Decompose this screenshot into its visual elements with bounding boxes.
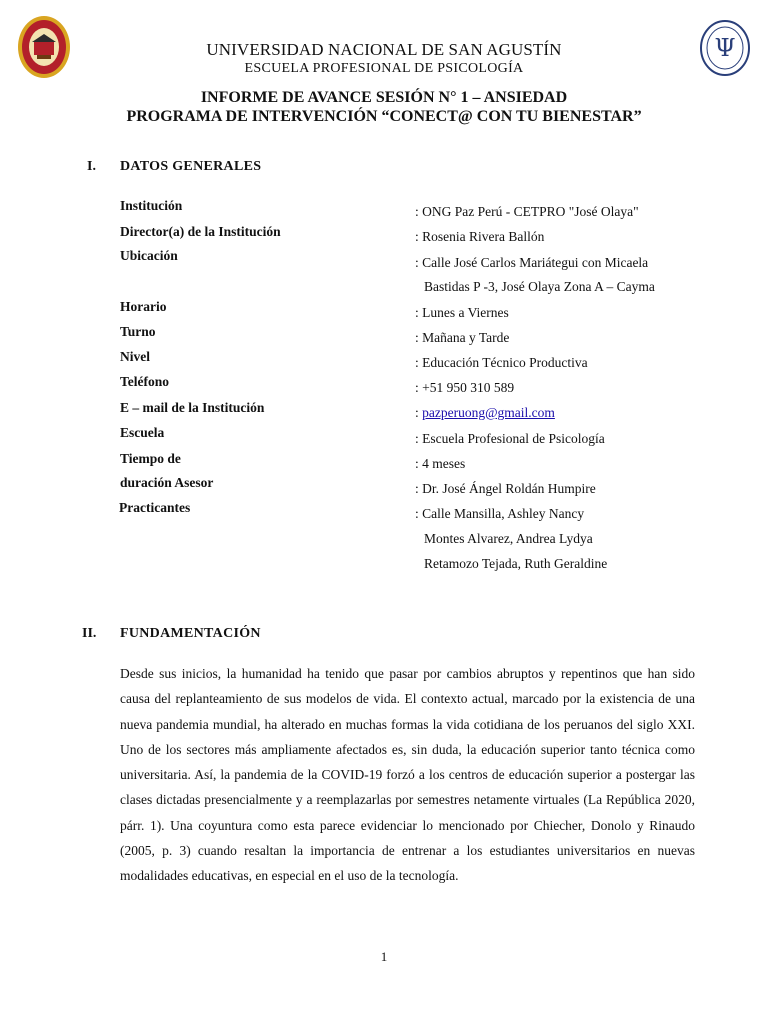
value-asesor: : Dr. José Ángel Roldán Humpire <box>415 481 596 496</box>
svg-text:Ψ: Ψ <box>714 34 736 62</box>
section-2-title: FUNDAMENTACIÓN <box>120 626 261 641</box>
value-nivel: : Educación Técnico Productiva <box>415 355 588 370</box>
section-2-number: II. <box>82 626 97 641</box>
label-director: Director(a) de la Institución <box>120 224 281 239</box>
label-horario: Horario <box>120 299 167 314</box>
label-telefono: Teléfono <box>120 374 170 389</box>
email-link[interactable]: pazperuong@gmail.com <box>422 405 555 420</box>
program-title: PROGRAMA DE INTERVENCIÓN “CONECT@ CON TU BIENESTAR” <box>126 108 642 125</box>
value-horario: : Lunes a Viernes <box>415 305 509 320</box>
school-name: ESCUELA PROFESIONAL DE PSICOLOGÍA <box>244 61 524 76</box>
label-nivel: Nivel <box>120 349 150 364</box>
value-practicante-1: : Calle Mansilla, Ashley Nancy <box>415 506 585 521</box>
section-1-number: I. <box>87 159 96 174</box>
value-escuela: : Escuela Profesional de Psicología <box>415 431 605 446</box>
value-tiempo: : 4 meses <box>415 456 466 471</box>
label-practicantes: Practicantes <box>119 500 191 515</box>
value-telefono: : +51 950 310 589 <box>415 380 515 395</box>
value-practicante-2: Montes Alvarez, Andrea Lydya <box>424 531 593 546</box>
label-turno: Turno <box>120 324 156 339</box>
value-practicante-3: Retamozo Tejada, Ruth Geraldine <box>424 556 608 571</box>
label-duracion-asesor: duración Asesor <box>120 475 214 490</box>
page-number: 1 <box>380 949 388 964</box>
label-escuela: Escuela <box>120 425 165 440</box>
value-institucion: : ONG Paz Perú - CETPRO "José Olaya" <box>415 204 639 219</box>
label-email: E – mail de la Institución <box>120 400 265 415</box>
label-tiempo: Tiempo de <box>120 451 181 466</box>
report-title: INFORME DE AVANCE SESIÓN N° 1 – ANSIEDAD <box>200 89 568 106</box>
section-1-title: DATOS GENERALES <box>120 159 262 174</box>
university-name: UNIVERSIDAD NACIONAL DE SAN AGUSTÍN <box>206 40 562 59</box>
value-director: : Rosenia Rivera Ballón <box>415 229 545 244</box>
value-ubicacion-1: : Calle José Carlos Mariátegui con Micaela <box>415 255 649 270</box>
value-ubicacion-2: Bastidas P -3, José Olaya Zona A – Cayma <box>424 279 655 294</box>
label-ubicacion: Ubicación <box>120 248 178 263</box>
value-email-row <box>415 405 555 421</box>
value-turno: : Mañana y Tarde <box>415 330 510 345</box>
fundamentacion-paragraph: Desde sus inicios, la humanidad ha tenido que pasar por cambios abruptos y repentinos que han sido causa del replanteamiento de sus modelos de vida. El contexto actual, marcado por la existencia de una nueva pandemia mundial, ha alterado en muchas formas la vida cotidiana de los peruanos del siglo XXI. Uno de los sectores más ampliamente afectados es, sin duda, la educación superior tanto técnica como universitaria. Así, la pandemia de la COVID-19 forzó a los centros de educación superior a postergar las clases dictadas presencialmente y a reemplazarlas por semestres netamente virtuales (La República 2020, párr. 1). Una coyuntura como esta parece evidenciar lo mencionado por Chiecher, Donolo y Rinaudo (2005, p. 3) cuando resaltan la importancia de entrenar a los estudiantes universitarios en nuevas modalidades educativas, en especial en el uso de la tecnología. <box>120 666 695 884</box>
value-email-colon: : <box>415 405 419 420</box>
label-institucion: Institución <box>120 198 183 213</box>
